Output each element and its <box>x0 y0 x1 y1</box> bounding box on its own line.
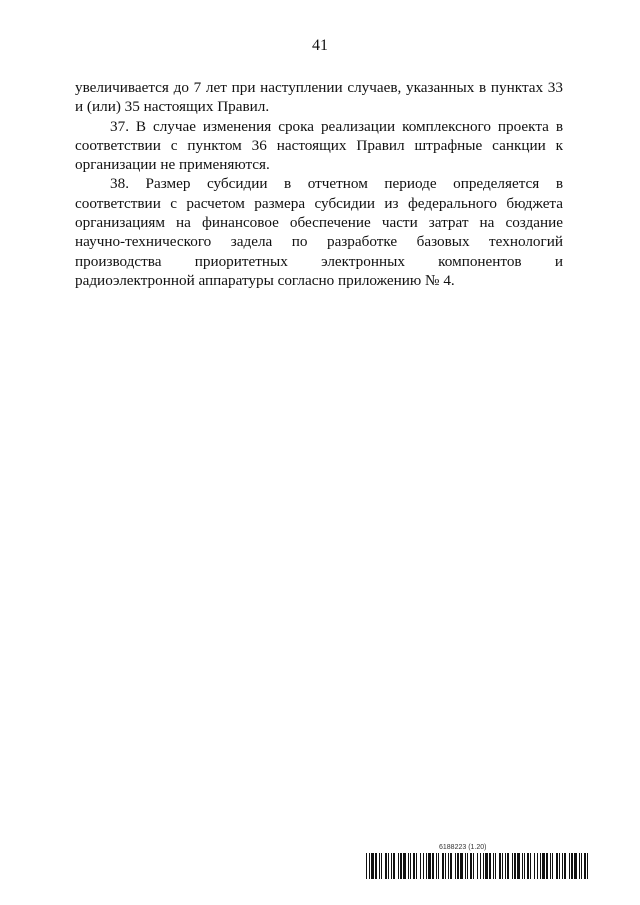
paragraph-continuation: увеличивается до 7 лет при наступлении случаев, указанных в пунктах 33 и (или) 35 настоящих Правил. <box>75 79 563 116</box>
document-body <box>75 78 563 290</box>
page-number: 41 <box>312 37 328 54</box>
barcode-caption: 6188223 (1.20) <box>439 844 487 851</box>
paragraph-38: 38. Размер субсидии в отчетном периоде определяется в соответствии с расчетом размера субсидии из федерального бюджета организациям на финансовое обеспечение части затрат на создание научно-технического задела по разработке базовых технологий производства приоритетных электронных компонентов и радиоэлектронной аппаратуры согласно приложению № 4. <box>75 175 563 289</box>
footer-barcode-block <box>366 844 590 880</box>
barcode-icon <box>366 853 590 879</box>
paragraph-37: 37. В случае изменения срока реализации комплексного проекта в соответствии с пунктом 36 настоящих Правил штрафные санкции к организации не применяются. <box>75 117 563 174</box>
